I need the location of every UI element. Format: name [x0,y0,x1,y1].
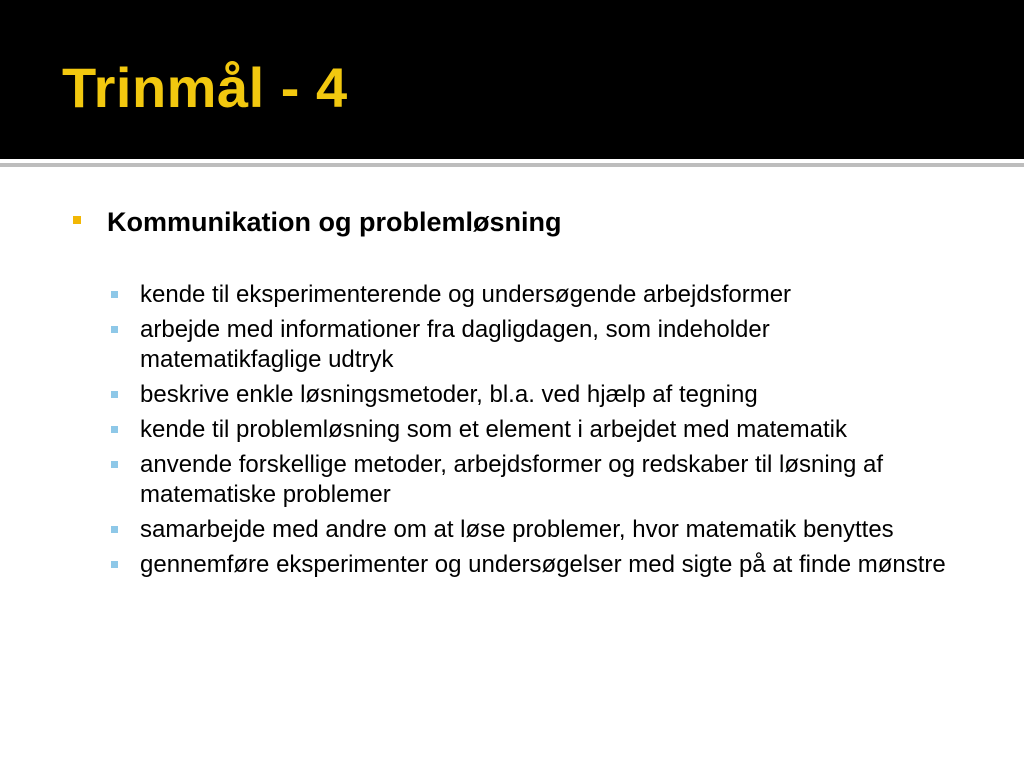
list-item [111,315,961,375]
square-bullet-icon [111,291,118,298]
square-bullet-icon [111,561,118,568]
square-bullet-icon [111,326,118,333]
section-heading: Kommunikation og problemløsning [107,207,562,237]
list-item [111,415,961,445]
list-item-text: samarbejde med andre om at løse problemer, hvor matematik benyttes [140,516,894,543]
bullet-list [111,280,961,585]
list-item-text: kende til problemløsning som et element i arbejdet med matematik [140,416,847,443]
heading-row [73,205,953,239]
square-bullet-icon [111,391,118,398]
square-bullet-icon [73,216,81,224]
list-item-text: gennemføre eksperimenter og undersøgelser med sigte på at finde mønstre [140,551,946,578]
square-bullet-icon [111,426,118,433]
list-item-text: beskrive enkle løsningsmetoder, bl.a. ved hjælp af tegning [140,381,758,408]
square-bullet-icon [111,461,118,468]
list-item [111,450,961,510]
list-item [111,380,961,410]
square-bullet-icon [111,526,118,533]
list-item [111,550,961,580]
slide-title: Trinmål - 4 [62,56,348,119]
list-item-text: anvende forskellige metoder, arbejdsformer og redskaber til løsning af matematiske problemer [140,451,884,508]
list-item-text: kende til eksperimenterende og undersøgende arbejdsformer [140,281,792,308]
list-item [111,515,961,545]
list-item-text: arbejde med informationer fra dagligdagen, som indeholder matematikfaglige udtryk [140,316,770,373]
list-item [111,280,961,310]
